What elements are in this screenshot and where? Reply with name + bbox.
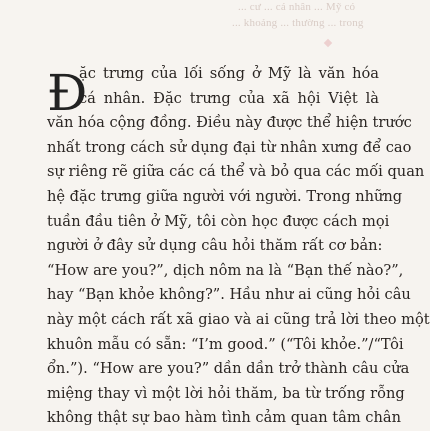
paragraph-line: nhất trong cách sử dụng đại từ nhân xưng để cao	[47, 138, 412, 156]
paragraph	[47, 62, 430, 431]
bleed-mark	[324, 39, 332, 47]
drop-cap: Đ	[47, 64, 88, 122]
paragraph-line: tuần đầu tiên ở Mỹ, tôi còn học được cách mọi	[47, 212, 390, 230]
paragraph-line: người ở đây sử dụng câu hỏi thăm rất cơ bản:	[47, 237, 383, 255]
bleed-line-2: ... khoảng ... thường ... trong	[232, 17, 364, 29]
paragraph-line: hệ đặc trưng giữa người với người. Trong những	[47, 187, 403, 205]
paragraph-line: ặc trưng của lối sống ở Mỹ là văn hóa	[79, 65, 379, 82]
bleed-line-1: ... cư ... cá nhân ... Mỹ có	[238, 1, 356, 13]
paragraph-line: này một cách rất xã giao và ai cũng trả lời theo một	[47, 310, 430, 328]
paragraph-line: hay “Bạn khỏe không?”. Hầu như ai cũng hỏi câu	[47, 286, 411, 304]
bleed-through-text	[0, 0, 400, 56]
paragraph-line: “How are you?”, dịch nôm na là “Bạn thế nào?”,	[47, 261, 404, 279]
paragraph-line: không thật sự bao hàm tình cảm quan tâm chân	[47, 409, 401, 427]
paragraph-line: sự riêng rẽ giữa các cá thể và bỏ qua các mối quan	[47, 163, 425, 181]
paragraph-line: văn hóa cộng đồng. Điều này được thể hiện trước	[47, 114, 412, 132]
paragraph-line: ổn.”). “How are you?” dần dần trở thành câu cửa	[47, 360, 410, 378]
paragraph-line: khuôn mẫu có sẵn: “I’m good.” (“Tôi khỏe.”/“Tôi	[47, 335, 404, 353]
paragraph-line: miệng thay vì một lời hỏi thăm, ba từ trống rỗng	[47, 384, 405, 402]
paragraph-line: cá nhân. Đặc trưng của xã hội Việt là	[79, 89, 379, 107]
